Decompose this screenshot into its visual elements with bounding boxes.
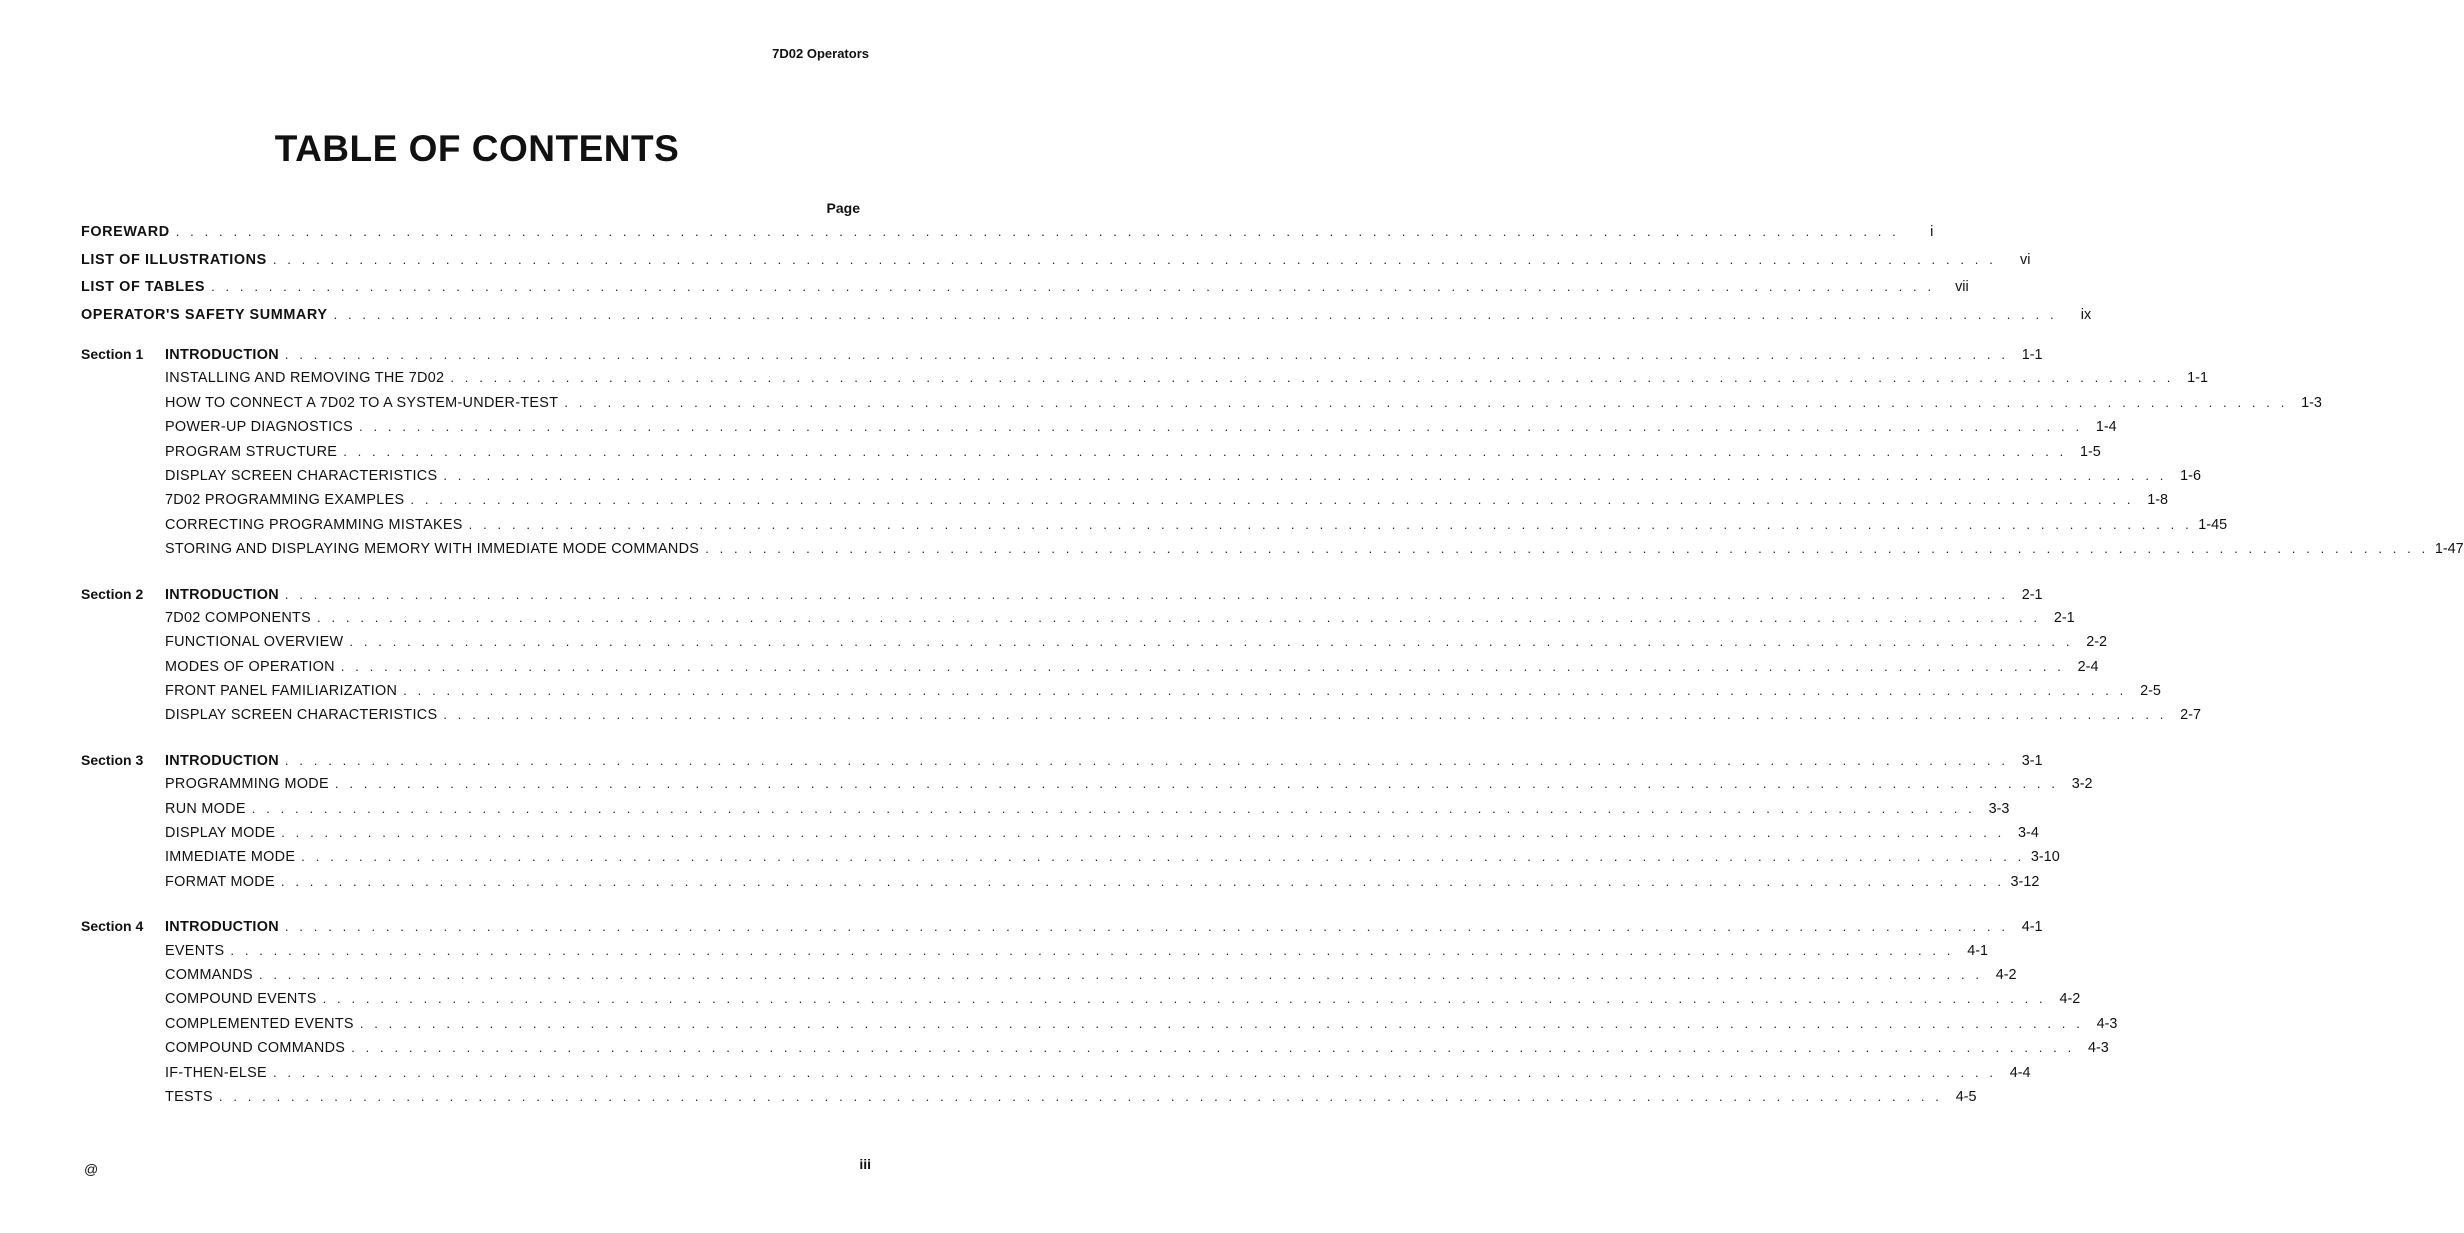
toc-entry-page: 1-5 xyxy=(2080,443,2101,460)
toc-entry-page: 4-3 xyxy=(2096,1015,2118,1032)
dot-leader: . . . . . . . . . . . . . . . . . . . . . . . . . . . . . . . . . . . . . . . . . . . . . . . . . . . . . . . . . . . . . . . . . . . . . . . . . . . . . . . . . . . . . . . . . . . . . . . . . . . . . . . . . . . . . . . . . . . . . . . . xyxy=(218,1088,1943,1104)
toc-entry-page: vi xyxy=(2020,251,2031,268)
toc-entry-title: PROGRAMMING MODE xyxy=(165,776,329,793)
toc-entry xyxy=(81,683,2161,707)
toc-entry-page: i xyxy=(1930,224,1934,240)
toc-entry-page: 1-6 xyxy=(2180,467,2201,484)
dot-leader: . . . . . . . . . . . . . . . . . . . . . . . . . . . . . . . . . . . . . . . . . . . . . . . . . . . . . . . . . . . . . . . . . . . . . . . . . . . . . . . . . . . . . . . . . . . . . . . . . . . . . . . . . . . . . . . . . . . . . . . . xyxy=(349,634,2074,650)
dot-leader: . . . . . . . . . . . . . . . . . . . . . . . . . . . . . . . . . . . . . . . . . . . . . . . . . . . . . . . . . . . . . . . . . . . . . . . . . . . . . . . . . . . . . . . . . . . . . . . . . . . . . . . . . . . . . . . . . . . . . . . . xyxy=(272,251,1997,267)
toc-entry xyxy=(81,251,2031,280)
toc-entry-title: INTRODUCTION xyxy=(165,752,279,769)
toc-entry-page: 4-4 xyxy=(2009,1064,2031,1081)
toc-entry-title: MODES OF OPERATION xyxy=(165,658,335,675)
toc-list xyxy=(81,224,2464,1113)
toc-entry-page: 1-1 xyxy=(2021,347,2043,363)
dot-leader: . . . . . . . . . . . . . . . . . . . . . . . . . . . . . . . . . . . . . . . . . . . . . . . . . . . . . . . . . . . . . . . . . . . . . . . . . . . . . . . . . . . . . . . . . . . . . . . . . . . . . . . . . . . . . . . . . . . . . . . . xyxy=(284,752,2009,768)
toc-entry-page: 1-4 xyxy=(2095,419,2117,436)
toc-entry-page: 1-1 xyxy=(2187,370,2208,387)
toc-entry xyxy=(81,370,2208,394)
dot-leader: . . . . . . . . . . . . . . . . . . . . . . . . . . . . . . . . . . . . . . . . . . . . . . . . . . . . . . . . . . . . . . . . . . . . . . . . . . . . . . . . . . . . . . . . . . . . . . . . . . . . . . . . . . . . . . . . . . . . . . . . xyxy=(359,1015,2084,1031)
toc-entry xyxy=(81,492,2169,516)
toc-entry-title: STORING AND DISPLAYING MEMORY WITH IMMEDIATE MODE COMMANDS xyxy=(165,541,700,558)
toc-entry-page: 3-4 xyxy=(2018,825,2039,842)
toc-entry-title: 7D02 COMPONENTS xyxy=(165,609,312,626)
toc-entry-page: 3-3 xyxy=(1988,800,2010,817)
toc-entry xyxy=(81,516,2228,541)
toc-entry-title: DISPLAY SCREEN CHARACTERISTICS xyxy=(165,467,438,484)
page-title: TABLE OF CONTENTS xyxy=(274,128,680,169)
dot-leader: . . . . . . . . . . . . . . . . . . . . . . . . . . . . . . . . . . . . . . . . . . . . . . . . . . . . . . . . . . . . . . . . . . . . . . . . . . . . . . . . . . . . . . . . . . . . . . . . . . . . . . . . . . . . . . . . . . . . . . . . xyxy=(705,541,2429,557)
toc-entry-title: INTRODUCTION xyxy=(165,347,279,363)
toc-entry-page: 1-47 xyxy=(2434,541,2464,558)
dot-leader: . . . . . . . . . . . . . . . . . . . . . . . . . . . . . . . . . . . . . . . . . . . . . . . . . . . . . . . . . . . . . . . . . . . . . . . . . . . . . . . . . . . . . . . . . . . . . . . . . . . . . . . . . . . . . . . . . . . . . . . . xyxy=(468,516,2193,532)
toc-entry xyxy=(81,224,1934,252)
dot-leader: . . . . . . . . . . . . . . . . . . . . . . . . . . . . . . . . . . . . . . . . . . . . . . . . . . . . . . . . . . . . . . . . . . . . . . . . . . . . . . . . . . . . . . . . . . . . . . . . . . . . . . . . . . . . . . . . . . . . . . . . xyxy=(443,467,2167,483)
toc-entry xyxy=(81,306,2092,335)
dot-leader: . . . . . . . . . . . . . . . . . . . . . . . . . . . . . . . . . . . . . . . . . . . . . . . . . . . . . . . . . . . . . . . . . . . . . . . . . . . . . . . . . . . . . . . . . . . . . . . . . . . . . . . . . . . . . . . . . . . . . . . . xyxy=(359,419,2083,435)
toc-entry-title: LIST OF TABLES xyxy=(81,279,206,295)
toc-entry-page: 4-1 xyxy=(2021,919,2043,936)
toc-entry-title: TESTS xyxy=(165,1088,213,1105)
toc-entry-page: 4-3 xyxy=(2088,1040,2109,1057)
toc-entry-page: 4-2 xyxy=(2059,991,2081,1008)
section-label: Section 2 xyxy=(81,585,144,602)
toc-entry-title: LIST OF ILLUSTRATIONS xyxy=(81,251,267,268)
toc-entry-title: POWER-UP DIAGNOSTICS xyxy=(165,419,354,436)
toc-entry-page: 3-1 xyxy=(2021,752,2043,769)
dot-leader: . . . . . . . . . . . . . . . . . . . . . . . . . . . . . . . . . . . . . . . . . . . . . . . . . . . . . . . . . . . . . . . . . . . . . . . . . . . . . . . . . . . . . . . . . . . . . . . . . . . . . . . . . . . . . . . . . . . . . . . . xyxy=(317,609,2041,625)
toc-entry-title: 7D02 PROGRAMMING EXAMPLES xyxy=(165,492,405,509)
toc-entry-title: CORRECTING PROGRAMMING MISTAKES xyxy=(165,516,463,533)
toc-entry-page: 2-1 xyxy=(2053,609,2075,626)
toc-entry-title: IF-THEN-ELSE xyxy=(165,1064,267,1081)
dot-leader: . . . . . . . . . . . . . . . . . . . . . . . . . . . . . . . . . . . . . . . . . . . . . . . . . . . . . . . . . . . . . . . . . . . . . . . . . . . . . . . . . . . . . . . . . . . . . . . . . . . . . . . . . . . . . . . . . . . . . . . . xyxy=(343,443,2067,459)
toc-entry xyxy=(81,394,2322,419)
dot-leader: . . . . . . . . . . . . . . . . . . . . . . . . . . . . . . . . . . . . . . . . . . . . . . . . . . . . . . . . . . . . . . . . . . . . . . . . . . . . . . . . . . . . . . . . . . . . . . . . . . . . . . . . . . . . . . . . . . . . . . . . xyxy=(284,919,2009,935)
dot-leader: . . . . . . . . . . . . . . . . . . . . . . . . . . . . . . . . . . . . . . . . . . . . . . . . . . . . . . . . . . . . . . . . . . . . . . . . . . . . . . . . . . . . . . . . . . . . . . . . . . . . . . . . . . . . . . . . . . . . . . . . xyxy=(403,683,2127,699)
toc-entry xyxy=(81,658,2099,683)
toc-entry-title: FRONT PANEL FAMILIARIZATION xyxy=(165,683,398,700)
toc-entry xyxy=(81,825,2039,849)
toc-entry-title: IMMEDIATE MODE xyxy=(165,849,296,866)
toc-entry xyxy=(81,849,2060,873)
toc-entry-title: DISPLAY SCREEN CHARACTERISTICS xyxy=(165,707,438,724)
toc-entry-page: 1-3 xyxy=(2301,394,2322,411)
toc-entry-page: 1-45 xyxy=(2198,516,2228,533)
section-label: Section 4 xyxy=(81,918,144,935)
section-label: Section 3 xyxy=(81,751,144,768)
toc-entry xyxy=(81,1064,2031,1089)
toc-entry-title: INTRODUCTION xyxy=(165,586,279,603)
dot-leader: . . . . . . . . . . . . . . . . . . . . . . . . . . . . . . . . . . . . . . . . . . . . . . . . . . . . . . . . . . . . . . . . . . . . . . . . . . . . . . . . . . . . . . . . . . . . . . . . . . . . . . . . . . . . . . . . . . . . . . . . xyxy=(280,873,2005,889)
toc-entry xyxy=(81,419,2117,443)
toc-entry-title: RUN MODE xyxy=(165,800,246,817)
toc-entry-page: ix xyxy=(2080,306,2092,323)
dot-leader: . . . . . . . . . . . . . . . . . . . . . . . . . . . . . . . . . . . . . . . . . . . . . . . . . . . . . . . . . . . . . . . . . . . . . . . . . . . . . . . . . . . . . . . . . . . . . . . . . . . . . . . . . . . . . . . . . . . . . . . . xyxy=(410,492,2135,508)
toc-entry xyxy=(81,873,2040,898)
toc-entry-title: COMPOUND COMMANDS xyxy=(165,1040,346,1057)
toc-entry-title: COMPLEMENTED EVENTS xyxy=(165,1015,354,1032)
toc-entry-title: HOW TO CONNECT A 7D02 TO A SYSTEM-UNDER-TEST xyxy=(165,394,559,411)
section-gap xyxy=(81,566,861,586)
toc-entry xyxy=(81,751,2043,776)
toc-entry xyxy=(81,800,2010,825)
toc-entry xyxy=(81,776,2093,800)
dot-leader: . . . . . . . . . . . . . . . . . . . . . . . . . . . . . . . . . . . . . . . . . . . . . . . . . . . . . . . . . . . . . . . . . . . . . . . . . . . . . . . . . . . . . . . . . . . . . . . . . . . . . . . . . . . . . . . . . . . . . . . . xyxy=(281,825,2005,841)
dot-leader: . . . . . . . . . . . . . . . . . . . . . . . . . . . . . . . . . . . . . . . . . . . . . . . . . . . . . . . . . . . . . . . . . . . . . . . . . . . . . . . . . . . . . . . . . . . . . . . . . . . . . . . . . . . . . . . . . . . . . . . . xyxy=(322,991,2047,1007)
toc-entry-title: COMPOUND EVENTS xyxy=(165,991,317,1008)
toc-entry-page: 4-5 xyxy=(1955,1088,1977,1105)
toc-entry-page: 2-7 xyxy=(2180,707,2201,724)
dot-leader: . . . . . . . . . . . . . . . . . . . . . . . . . . . . . . . . . . . . . . . . . . . . . . . . . . . . . . . . . . . . . . . . . . . . . . . . . . . . . . . . . . . . . . . . . . . . . . . . . . . . . . . . . . . . . . . . . . . . . . . . xyxy=(564,394,2288,410)
toc-entry-title: INSTALLING AND REMOVING THE 7D02 xyxy=(165,370,445,387)
toc-entry xyxy=(81,609,2075,634)
toc-entry xyxy=(81,1040,2109,1064)
dot-leader: . . . . . . . . . . . . . . . . . . . . . . . . . . . . . . . . . . . . . . . . . . . . . . . . . . . . . . . . . . . . . . . . . . . . . . . . . . . . . . . . . . . . . . . . . . . . . . . . . . . . . . . . . . . . . . . . . . . . . . . . xyxy=(272,1064,1997,1080)
toc-entry-page: 2-5 xyxy=(2140,683,2161,700)
running-header: 7D02 Operators xyxy=(772,46,869,61)
toc-entry-page: 2-1 xyxy=(2021,586,2043,603)
toc-entry xyxy=(81,279,1969,307)
toc-entry xyxy=(81,634,2108,658)
toc-entry xyxy=(81,1088,1977,1113)
page-number: iii xyxy=(859,1156,871,1172)
toc-entry-page: 4-2 xyxy=(1995,966,2017,983)
toc-entry-page: 3-10 xyxy=(2030,849,2060,866)
toc-entry xyxy=(81,541,2464,565)
toc-entry-title: COMMANDS xyxy=(165,966,253,983)
toc-entry-title: PROGRAM STRUCTURE xyxy=(165,443,338,460)
toc-entry xyxy=(81,707,2201,731)
dot-leader: . . . . . . . . . . . . . . . . . . . . . . . . . . . . . . . . . . . . . . . . . . . . . . . . . . . . . . . . . . . . . . . . . . . . . . . . . . . . . . . . . . . . . . . . . . . . . . . . . . . . . . . . . . . . . . . . . . . . . . . . xyxy=(334,776,2059,792)
toc-entry xyxy=(81,966,2017,991)
dot-leader: . . . . . . . . . . . . . . . . . . . . . . . . . . . . . . . . . . . . . . . . . . . . . . . . . . . . . . . . . . . . . . . . . . . . . . . . . . . . . . . . . . . . . . . . . . . . . . . . . . . . . . . . . . . . . . . . . . . . . . . . xyxy=(284,347,2009,362)
toc-entry-page: 4-1 xyxy=(1967,942,1989,959)
section-gap xyxy=(81,898,861,918)
toc-entry-page: 2-2 xyxy=(2086,634,2108,651)
toc-entry-title: EVENTS xyxy=(165,942,225,959)
footer-symbol: @ xyxy=(84,1161,99,1177)
toc-entry xyxy=(81,942,1989,967)
section-label: Section 1 xyxy=(81,346,144,362)
toc-entry-title: FOREWARD xyxy=(81,224,170,240)
section-gap xyxy=(81,334,861,346)
toc-entry xyxy=(81,443,2101,468)
toc-entry xyxy=(81,1015,2118,1040)
dot-leader: . . . . . . . . . . . . . . . . . . . . . . . . . . . . . . . . . . . . . . . . . . . . . . . . . . . . . . . . . . . . . . . . . . . . . . . . . . . . . . . . . . . . . . . . . . . . . . . . . . . . . . . . . . . . . . . . . . . . . . . . xyxy=(258,966,1983,982)
toc-entry-title: FUNCTIONAL OVERVIEW xyxy=(165,634,344,651)
toc-entry-page: 1-8 xyxy=(2147,492,2169,509)
toc-entry xyxy=(81,346,2043,370)
toc-entry-title: FORMAT MODE xyxy=(165,873,275,890)
toc-entry-page: 3-12 xyxy=(2010,873,2040,890)
dot-leader: . . . . . . . . . . . . . . . . . . . . . . . . . . . . . . . . . . . . . . . . . . . . . . . . . . . . . . . . . . . . . . . . . . . . . . . . . . . . . . . . . . . . . . . . . . . . . . . . . . . . . . . . . . . . . . . . . . . . . . . . xyxy=(175,224,1900,239)
dot-leader: . . . . . . . . . . . . . . . . . . . . . . . . . . . . . . . . . . . . . . . . . . . . . . . . . . . . . . . . . . . . . . . . . . . . . . . . . . . . . . . . . . . . . . . . . . . . . . . . . . . . . . . . . . . . . . . . . . . . . . . . xyxy=(284,586,2009,602)
dot-leader: . . . . . . . . . . . . . . . . . . . . . . . . . . . . . . . . . . . . . . . . . . . . . . . . . . . . . . . . . . . . . . . . . . . . . . . . . . . . . . . . . . . . . . . . . . . . . . . . . . . . . . . . . . . . . . . . . . . . . . . . xyxy=(450,370,2174,386)
dot-leader: . . . . . . . . . . . . . . . . . . . . . . . . . . . . . . . . . . . . . . . . . . . . . . . . . . . . . . . . . . . . . . . . . . . . . . . . . . . . . . . . . . . . . . . . . . . . . . . . . . . . . . . . . . . . . . . . . . . . . . . . xyxy=(340,658,2065,674)
toc-entry-title: DISPLAY MODE xyxy=(165,825,276,842)
toc-entry-page: vii xyxy=(1955,279,1969,295)
toc-entry-page: 3-2 xyxy=(2071,776,2093,793)
dot-leader: . . . . . . . . . . . . . . . . . . . . . . . . . . . . . . . . . . . . . . . . . . . . . . . . . . . . . . . . . . . . . . . . . . . . . . . . . . . . . . . . . . . . . . . . . . . . . . . . . . . . . . . . . . . . . . . . . . . . . . . . xyxy=(251,800,1976,816)
dot-leader: . . . . . . . . . . . . . . . . . . . . . . . . . . . . . . . . . . . . . . . . . . . . . . . . . . . . . . . . . . . . . . . . . . . . . . . . . . . . . . . . . . . . . . . . . . . . . . . . . . . . . . . . . . . . . . . . . . . . . . . . xyxy=(301,849,2025,865)
page-column-label: Page xyxy=(826,200,860,216)
dot-leader: . . . . . . . . . . . . . . . . . . . . . . . . . . . . . . . . . . . . . . . . . . . . . . . . . . . . . . . . . . . . . . . . . . . . . . . . . . . . . . . . . . . . . . . . . . . . . . . . . . . . . . . . . . . . . . . . . . . . . . . . xyxy=(230,942,1955,958)
toc-entry-title: INTRODUCTION xyxy=(165,919,279,936)
toc-entry xyxy=(81,585,2043,610)
toc-entry-title: OPERATOR'S SAFETY SUMMARY xyxy=(81,306,328,323)
dot-leader: . . . . . . . . . . . . . . . . . . . . . . . . . . . . . . . . . . . . . . . . . . . . . . . . . . . . . . . . . . . . . . . . . . . . . . . . . . . . . . . . . . . . . . . . . . . . . . . . . . . . . . . . . . . . . . . . . . . . . . . . xyxy=(211,279,1935,294)
section-gap xyxy=(81,732,861,752)
dot-leader: . . . . . . . . . . . . . . . . . . . . . . . . . . . . . . . . . . . . . . . . . . . . . . . . . . . . . . . . . . . . . . . . . . . . . . . . . . . . . . . . . . . . . . . . . . . . . . . . . . . . . . . . . . . . . . . . . . . . . . . . xyxy=(443,707,2167,723)
toc-entry xyxy=(81,991,2081,1015)
dot-leader: . . . . . . . . . . . . . . . . . . . . . . . . . . . . . . . . . . . . . . . . . . . . . . . . . . . . . . . . . . . . . . . . . . . . . . . . . . . . . . . . . . . . . . . . . . . . . . . . . . . . . . . . . . . . . . . . . . . . . . . . xyxy=(333,306,2058,322)
toc-entry xyxy=(81,467,2201,492)
toc-entry-page: 2-4 xyxy=(2077,658,2099,675)
toc-entry xyxy=(81,918,2043,942)
dot-leader: . . . . . . . . . . . . . . . . . . . . . . . . . . . . . . . . . . . . . . . . . . . . . . . . . . . . . . . . . . . . . . . . . . . . . . . . . . . . . . . . . . . . . . . . . . . . . . . . . . . . . . . . . . . . . . . . . . . . . . . . xyxy=(351,1040,2075,1056)
